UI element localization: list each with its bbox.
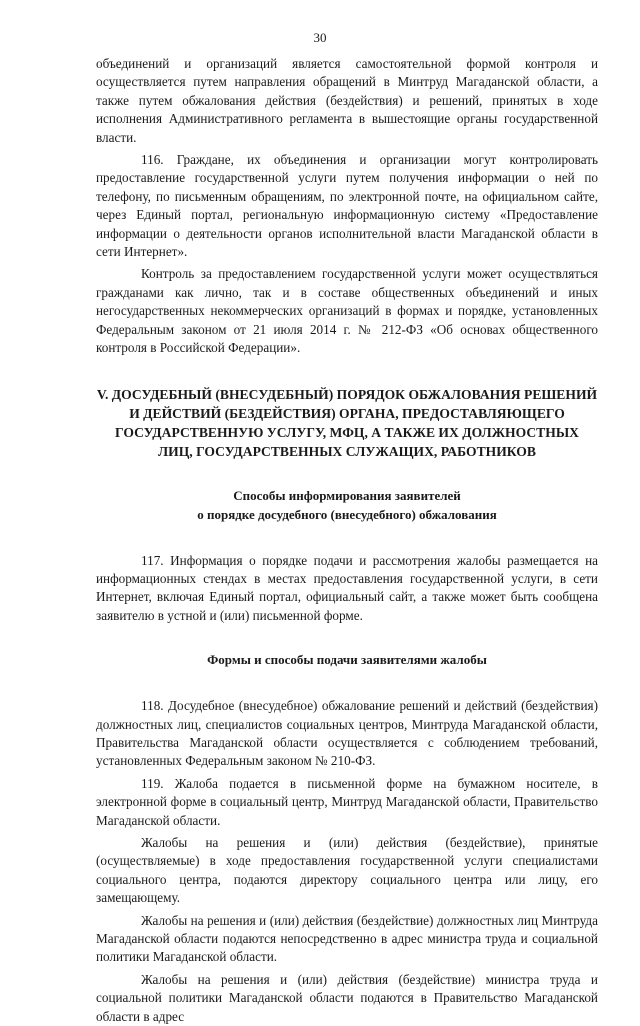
paragraph-117: 117. Информация о порядке подачи и рассмотрения жалобы размещается на информационных стендах в местах предоставления государственной услуги, в сети Интернет, включая Единый портал, официальный сайт, а также может быть сообщена заявителю в устной и (или) письменной форме. xyxy=(96,552,598,623)
subsection-title-informing xyxy=(96,486,598,524)
paragraph-119: 119. Жалоба подается в письменной форме на бумажном носителе, в электронной форме в социальный центр, Минтруд Магаданской области, Правительство Магаданской области. xyxy=(96,775,598,828)
subsection-title-line-2: о порядке досудебного (внесудебного) обжалования xyxy=(197,506,497,522)
section-title: V. ДОСУДЕБНЫЙ (ВНЕСУДЕБНЫЙ) ПОРЯДОК ОБЖАЛОВАНИЯ РЕШЕНИЙ И ДЕЙСТВИЙ (БЕЗДЕЙСТВИЯ) ОРГАНА, ПРЕДОСТАВЛЯЮЩЕГО ГОСУДАРСТВЕННУЮ УСЛУГУ, МФЦ, А ТАКЖЕ ИХ ДОЛЖНОСТНЫХ ЛИЦ, ГОСУДАРСТВЕННЫХ СЛУЖАЩИХ, РАБОТНИКОВ xyxy=(96,386,598,459)
subsection-title-line-1: Способы информирования заявителей xyxy=(233,487,461,503)
paragraph-public-control: Контроль за предоставлением государственной услуги может осуществляться гражданами как лично, так и в составе общественных объединений и иных негосударственных некоммерческих организаций в формах и порядке, установленных Федеральным законом от 21 июля 2014 г. № 212-ФЗ «Об основах общественного контроля в Российской Федерации». xyxy=(96,266,598,356)
paragraph-116: 116. Граждане, их объединения и организации могут контролировать предоставление государственной услуги путем получения информации о ней по телефону, по письменным обращениям, по электронной почте, на официальном сайте, через Единый портал, региональную информационную систему «Предоставление информации о деятельности органов исполнительной власти Магаданской области в сети Интернет». xyxy=(96,152,598,260)
paragraph-continuation: объединений и организаций является самостоятельной формой контроля и осуществляется путем направления обращений в Минтруд Магаданской области, а также путем обжалования действия (бездействия) и решений, принятых в ходе исполнения Административного регламента в вышестоящие органы государственной власти. xyxy=(96,56,598,145)
paragraph-ministry-officials-complaints: Жалобы на решения и (или) действия (бездействие) должностных лиц Минтруда Магаданской области подаются непосредственно в адрес министра труда и социальной политики Магаданской области. xyxy=(96,912,598,965)
paragraph-minister-complaints: Жалобы на решения и (или) действия (бездействие) министра труда и социальной политики Магаданской области подаются в Правительство Магаданской области в адрес xyxy=(96,971,598,1024)
paragraph-social-center-complaints: Жалобы на решения и (или) действия (бездействие), принятые (осуществляемые) в ходе предоставления государственной услуги специалистами социального центра, подаются директору социального центра или лицу, его замещающему. xyxy=(96,834,598,906)
page-number: 30 xyxy=(313,30,327,45)
subsection-title-forms: Формы и способы подачи заявителями жалобы xyxy=(207,652,487,668)
paragraph-118: 118. Досудебное (внесудебное) обжалование решений и действий (бездействия) должностных лиц, специалистов социальных центров, Минтруда Магаданской области, Правительства Магаданской области осуществляется с соблюдением требований, установленных Федеральным законом № 210-ФЗ. xyxy=(96,698,598,769)
document-body xyxy=(96,55,598,1026)
